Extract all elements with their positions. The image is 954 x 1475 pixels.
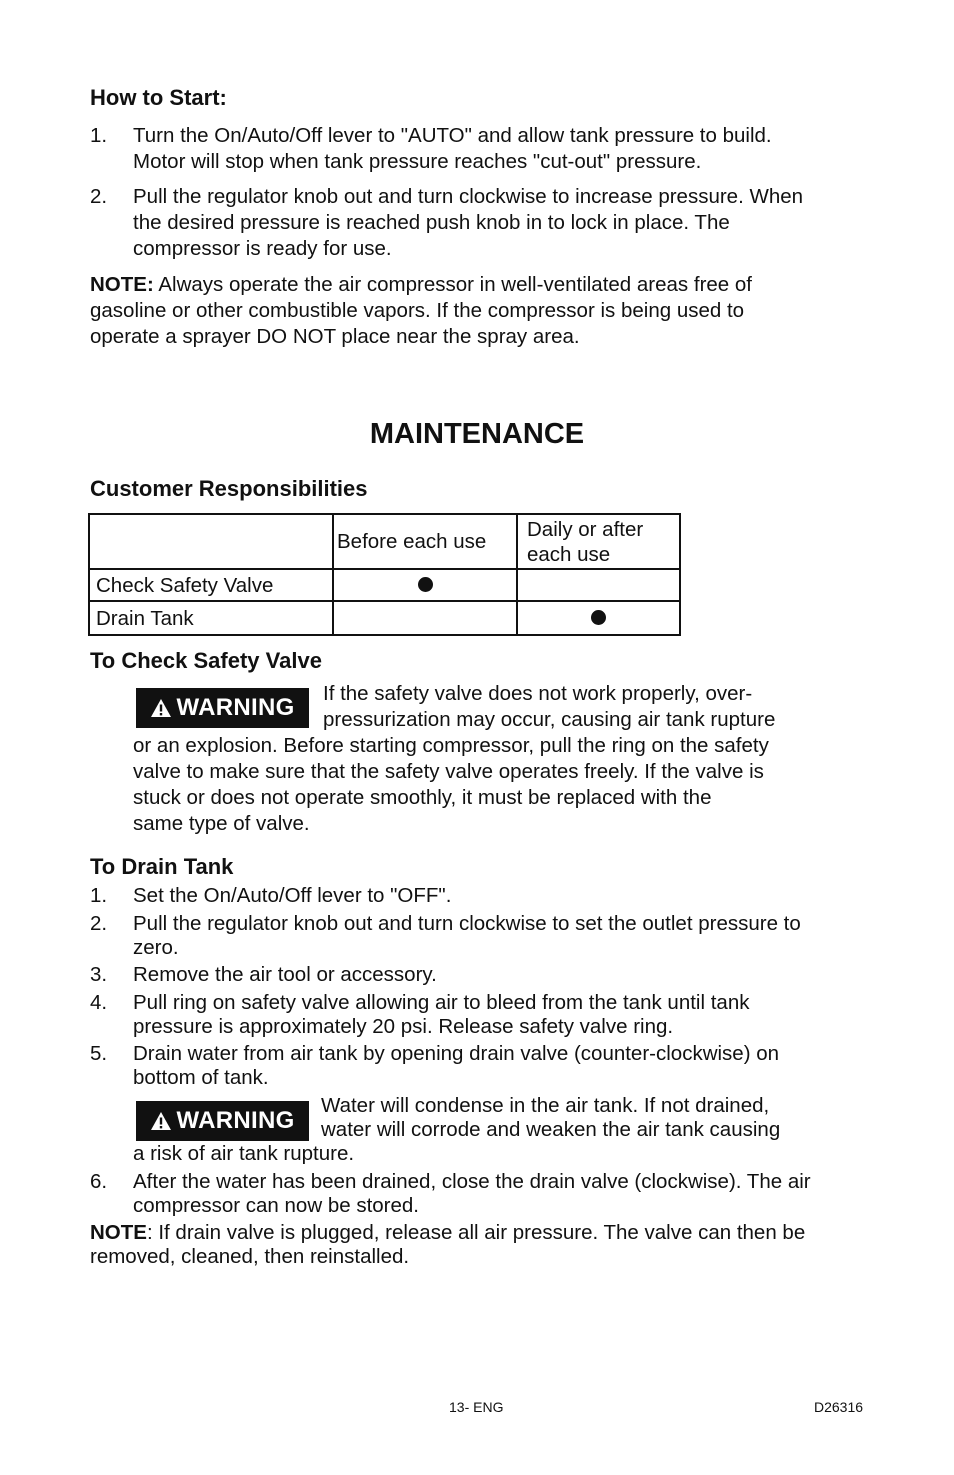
safety-valve-text-line-3: or an explosion. Before starting compressor, pull the ring on the safety xyxy=(133,734,769,757)
drain-tank-heading: To Drain Tank xyxy=(90,854,234,879)
drain-note: NOTE: If drain valve is plugged, release all air pressure. The valve can then be removed, cleaned, then reinstalled. xyxy=(90,1221,806,1268)
start-step-2: Pull the regulator knob out and turn clockwise to increase pressure. When the desired pressure is reached push knob in to lock in place. The compressor is ready for use. xyxy=(133,185,804,260)
document-code: D26316 xyxy=(814,1399,864,1415)
check-mark-dot xyxy=(591,610,606,625)
drain-warning-line-1: Water will condense in the air tank. If not drained, xyxy=(321,1094,770,1117)
table-row xyxy=(89,601,680,635)
drain-warning-line-3: a risk of air tank rupture. xyxy=(133,1142,355,1165)
drain-step-2: Pull the regulator knob out and turn clockwise to set the outlet pressure to zero. xyxy=(133,912,801,959)
safety-valve-text-line-5: stuck or does not operate smoothly, it must be replaced with the xyxy=(133,786,712,809)
start-step-1: Turn the On/Auto/Off lever to "AUTO" and allow tank pressure to build. Motor will stop when tank pressure reaches "cut-out" pressure. xyxy=(133,124,772,173)
check-safety-valve-heading: To Check Safety Valve xyxy=(90,648,322,673)
drain-step-4-number: 4. xyxy=(90,991,108,1014)
warning-triangle-icon xyxy=(150,698,172,718)
warning-triangle-icon xyxy=(150,1111,172,1131)
safety-valve-text-line-6: same type of valve. xyxy=(133,812,310,835)
safety-valve-text-line-2: pressurization may occur, causing air tank rupture xyxy=(323,708,776,731)
row-label: Drain Tank xyxy=(89,601,333,635)
column-header-before-each-use: Before each use xyxy=(333,514,517,569)
start-step-1-number: 1. xyxy=(90,124,108,147)
drain-step-6: After the water has been drained, close the drain valve (clockwise). The air compressor can now be stored. xyxy=(133,1170,811,1217)
drain-step-3-number: 3. xyxy=(90,963,108,986)
page-number: 13- ENG xyxy=(449,1399,504,1415)
drain-step-1: Set the On/Auto/Off lever to "OFF". xyxy=(133,884,452,907)
drain-step-1-number: 1. xyxy=(90,884,108,907)
row-label: Check Safety Valve xyxy=(89,569,333,601)
customer-responsibilities-heading: Customer Responsibilities xyxy=(90,476,368,501)
table-corner-cell xyxy=(89,514,333,569)
how-to-start-heading: How to Start: xyxy=(90,85,227,110)
warning-badge: WARNING xyxy=(136,1101,309,1141)
drain-step-4: Pull ring on safety valve allowing air to bleed from the tank until tank pressure is approximately 20 psi. Release safety valve ring. xyxy=(133,991,750,1038)
safety-valve-text-line-4: valve to make sure that the safety valve operates freely. If the valve is xyxy=(133,760,764,783)
note-label: NOTE xyxy=(90,1221,147,1244)
drain-step-3: Remove the air tool or accessory. xyxy=(133,963,437,986)
column-header-daily: Daily or after each use xyxy=(517,514,680,569)
start-note: NOTE: Always operate the air compressor in well-ventilated areas free of gasoline or other combustible vapors. If the compressor is being used to operate a sprayer DO NOT place near the spray area. xyxy=(90,273,752,348)
maintenance-title: MAINTENANCE xyxy=(369,418,585,450)
check-mark-dot xyxy=(418,577,433,592)
safety-valve-text-line-1: If the safety valve does not work properly, over- xyxy=(323,682,753,705)
drain-step-6-number: 6. xyxy=(90,1170,108,1193)
drain-warning-line-2: water will corrode and weaken the air tank causing xyxy=(321,1118,781,1141)
drain-step-5-number: 5. xyxy=(90,1042,108,1065)
table-row xyxy=(89,569,680,601)
drain-step-5: Drain water from air tank by opening drain valve (counter-clockwise) on bottom of tank. xyxy=(133,1042,780,1089)
drain-step-2-number: 2. xyxy=(90,912,108,935)
warning-badge: WARNING xyxy=(136,688,309,728)
start-step-2-number: 2. xyxy=(90,185,108,208)
note-label: NOTE: xyxy=(90,273,154,296)
responsibilities-table xyxy=(88,513,681,636)
